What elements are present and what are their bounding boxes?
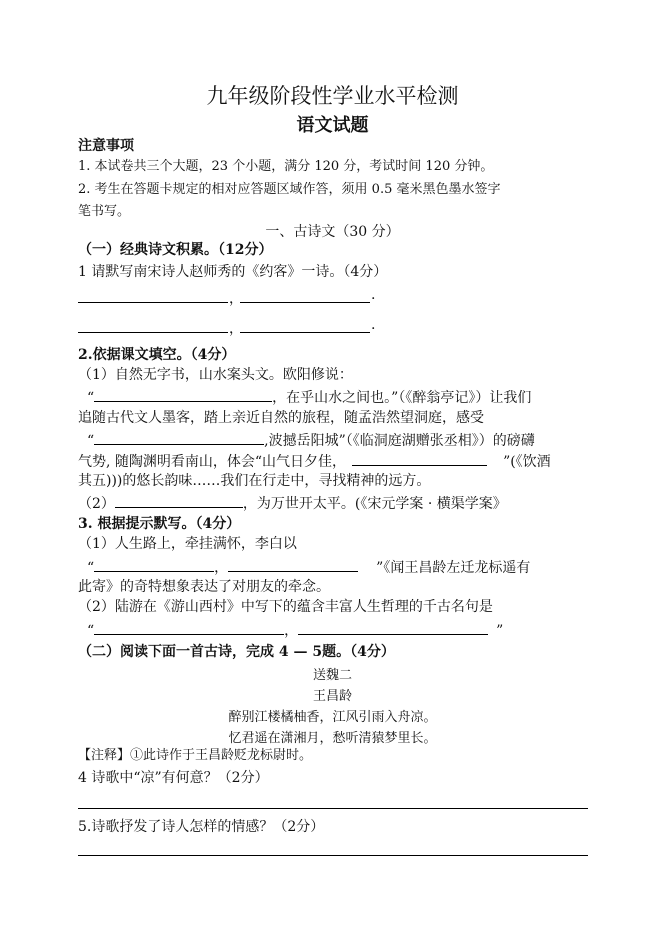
poem-author: 王昌龄 [312,689,352,704]
answer-period: . [371,317,376,333]
notice-item-2: 2. 考生在答题卡规定的相对应答题区域作答，须用 0.5 毫米黑色墨水签字 [78,182,501,197]
question-2-line: “ ，在乎山水之间也。”（《醉翁亭记》）让我们 [87,387,531,407]
page-title: 九年级阶段性学业水平检测 [206,84,459,108]
answer-blank[interactable] [94,557,214,572]
answer-line[interactable] [240,302,370,303]
answer-blank[interactable] [298,620,488,635]
answer-blank[interactable] [352,451,487,466]
answer-blank[interactable] [94,430,264,445]
question-2-line: 气势, 随陶渊明看南山，体会“山气日夕佳， ”(《饮酒 [78,451,551,471]
answer-blank[interactable] [115,493,243,508]
answer-line[interactable] [78,855,588,856]
notice-item-2-cont: 笔书写。 [78,204,131,219]
answer-line[interactable] [78,332,228,333]
question-3-line: “ ， ”《闻王昌龄左迁龙标遥有 [87,557,530,577]
answer-line[interactable] [78,302,228,303]
question-3-line: 此寄》的奇特想象表达了对朋友的牵念。 [78,579,330,595]
question-3-line: （2）陆游在《游山西村》中写下的蕴含丰富人生哲理的千古名句是 [78,599,493,615]
notice-item-1: 1. 本试卷共三个大题，23 个小题，满分 120 分，考试时间 120 分钟。 [78,159,494,174]
notice-heading: 注意事项 [78,138,134,154]
answer-blank[interactable] [94,620,284,635]
question-2-line: “ ,波撼岳阳城”（《临洞庭湖赠张丞相》）的磅礴 [87,430,535,450]
part-1-title: （一）经典诗文积累。（12分） [78,242,273,258]
question-3-line: “ ， ” [87,620,503,640]
question-2-line: （1）自然无字书，山水案头文。欧阳修说： [78,367,353,383]
question-1: 1 请默写南宋诗人赵师秀的《约客》一诗。（4分） [78,264,388,280]
question-2-line: 追随古代文人墨客，踏上亲近自然的旅程，随孟浩然望洞庭，感受 [78,410,484,426]
answer-period: . [371,287,376,303]
question-3-title: 3. 根据提示默写。（4分） [78,516,241,532]
poem-line: 醉别江楼橘柚香，江风引雨入舟凉。 [228,710,437,725]
answer-line[interactable] [78,808,588,809]
poem-line: 忆君遥在潇湘月，愁听清猿梦里长。 [228,731,437,746]
poem-note: 【注释】①此诗作于王昌龄贬龙标尉时。 [78,748,313,763]
answer-blank[interactable] [94,387,272,402]
question-2-line: 其五)))的悠长韵味……我们在行走中，寻找精神的远方。 [78,473,431,489]
question-5: 5.诗歌抒发了诗人怎样的情感？（2分） [78,819,325,835]
answer-comma: ， [229,321,243,337]
answer-line[interactable] [240,332,370,333]
answer-comma: ， [229,291,243,307]
question-2-line: （2） ，为万世开太平。(《宋元学案 · 横渠学案》 [78,493,507,513]
answer-blank[interactable] [228,557,358,572]
part-2-title: （二）阅读下面一首古诗，完成 4 — 5题。（4分） [78,644,395,660]
question-4: 4 诗歌中“凉”有何意？（2分） [78,770,269,786]
page-subtitle: 语文试题 [296,115,369,136]
section-1-title: 一、古诗文（30 分） [265,224,400,240]
question-2-title: 2.依据课文填空。（4分） [78,347,236,363]
poem-title: 送魏二 [312,668,352,683]
question-3-line: （1）人生路上，牵挂满怀，李白以 [78,536,297,552]
